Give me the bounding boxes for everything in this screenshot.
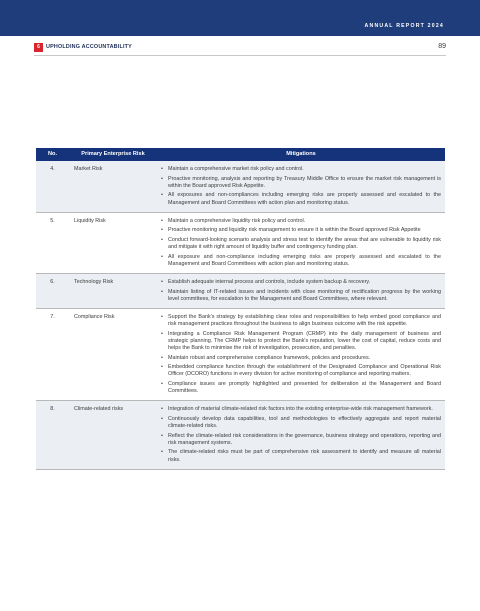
risk-name: Technology Risk — [69, 274, 157, 309]
mitigation-item: • Compliance issues are promptly highlighted and presented for deliberation at the Management and Board Committees. — [161, 381, 441, 395]
table-row — [36, 308, 445, 400]
column-header-mitigations: Mitigations — [157, 148, 445, 161]
row-number: 8. — [36, 401, 69, 469]
risk-name: Liquidity Risk — [69, 212, 157, 273]
mitigations-cell — [157, 274, 445, 309]
mitigation-item: • Establish adequate internal process and controls, include system backup & recovery. — [161, 279, 441, 286]
column-header-no: No. — [36, 148, 69, 161]
page-number: 89 — [438, 43, 446, 50]
section-header — [34, 42, 446, 53]
mitigation-item: • Continuously develop data capabilities, tool and methodologies to effectively aggregate and report material climate-related risks. — [161, 416, 441, 430]
row-number: 7. — [36, 308, 69, 400]
mitigation-item: • Integrating a Compliance Risk Management Program (CRMP) into the daily management of business and strategic planning. The CRMP helps to protect the Bank's reputation, lower the cost of capital, reduce costs and helps the Bank to minimise the risk of investigation, prosecution, and penalties. — [161, 331, 441, 352]
risk-name: Compliance Risk — [69, 308, 157, 400]
row-number: 6. — [36, 274, 69, 309]
risk-name: Market Risk — [69, 161, 157, 212]
mitigation-item: • Proactive monitoring, analysis and reporting by Treasury Middle Office to ensure the market risk management is within the Board approved Risk Appetite. — [161, 176, 441, 190]
mitigation-item: • Maintain a comprehensive liquidity risk policy and control. — [161, 218, 441, 225]
header-divider — [34, 55, 446, 56]
mitigation-item: • The climate-related risks must be part of comprehensive risk assessment to identify and measure all material risks. — [161, 449, 441, 463]
risk-mitigation-table — [36, 148, 445, 470]
mitigation-item: • Support the Bank's strategy by establishing clear roles and responsibilities to help embed good compliance and risk management practices throughout the business to align business outcome with the risk appetite. — [161, 314, 441, 328]
mitigations-cell — [157, 212, 445, 273]
mitigation-item: • Proactive monitoring and liquidity risk management to ensure it is within the Board approved Risk Appetite — [161, 227, 441, 234]
row-number: 5. — [36, 212, 69, 273]
mitigation-item: • Maintain listing of IT-related issues and incidents with close monitoring of rectification progress by the working level committees, for escalation to the Management and Board Committees, where relevant. — [161, 289, 441, 303]
mitigation-item: • All exposures and non-compliances including emerging risks are properly assessed and escalated to the Management and Board Committees with action plan and monitoring status. — [161, 192, 441, 206]
mitigation-item: • Maintain robust and comprehensive compliance framework, policies and procedures. — [161, 355, 441, 362]
table-header-row — [36, 148, 445, 161]
report-label: ANNUAL REPORT 2024 — [364, 23, 444, 29]
mitigation-item: • Embedded compliance function through the establishment of the Designated Compliance and Operational Risk Officer (DCORO) functions in every division for active monitoring of compliance and reporting matters. — [161, 364, 441, 378]
mitigation-item: • Conduct forward-looking scenario analysis and stress test to identify the areas that are vulnerable to liquidity risk and mitigate it with right amount of liquidity buffer and contingency funding plan. — [161, 237, 441, 251]
mitigation-item: • Maintain a comprehensive market risk policy and control. — [161, 166, 441, 173]
table-row — [36, 161, 445, 212]
top-banner — [0, 0, 480, 36]
table-row — [36, 274, 445, 309]
mitigations-cell — [157, 161, 445, 212]
table-row — [36, 401, 445, 469]
table-row — [36, 212, 445, 273]
risk-name: Climate-related risks — [69, 401, 157, 469]
mitigation-item: • Reflect the climate-related risk considerations in the governance, business strategy and operations, reporting and risk management systems. — [161, 433, 441, 447]
column-header-risk: Primary Enterprise Risk — [69, 148, 157, 161]
mitigation-item: • Integration of material climate-related risk factors into the existing enterprise-wide risk management framework. — [161, 406, 441, 413]
mitigation-item: • All exposure and non-compliance including emerging risks are properly assessed and escalated to the Management and Board Committees with action plan and monitoring status. — [161, 254, 441, 268]
row-number: 4. — [36, 161, 69, 212]
section-title: UPHOLDING ACCOUNTABILITY — [46, 44, 132, 50]
mitigations-cell — [157, 401, 445, 469]
section-number-badge: 6 — [34, 43, 43, 52]
mitigations-cell — [157, 308, 445, 400]
